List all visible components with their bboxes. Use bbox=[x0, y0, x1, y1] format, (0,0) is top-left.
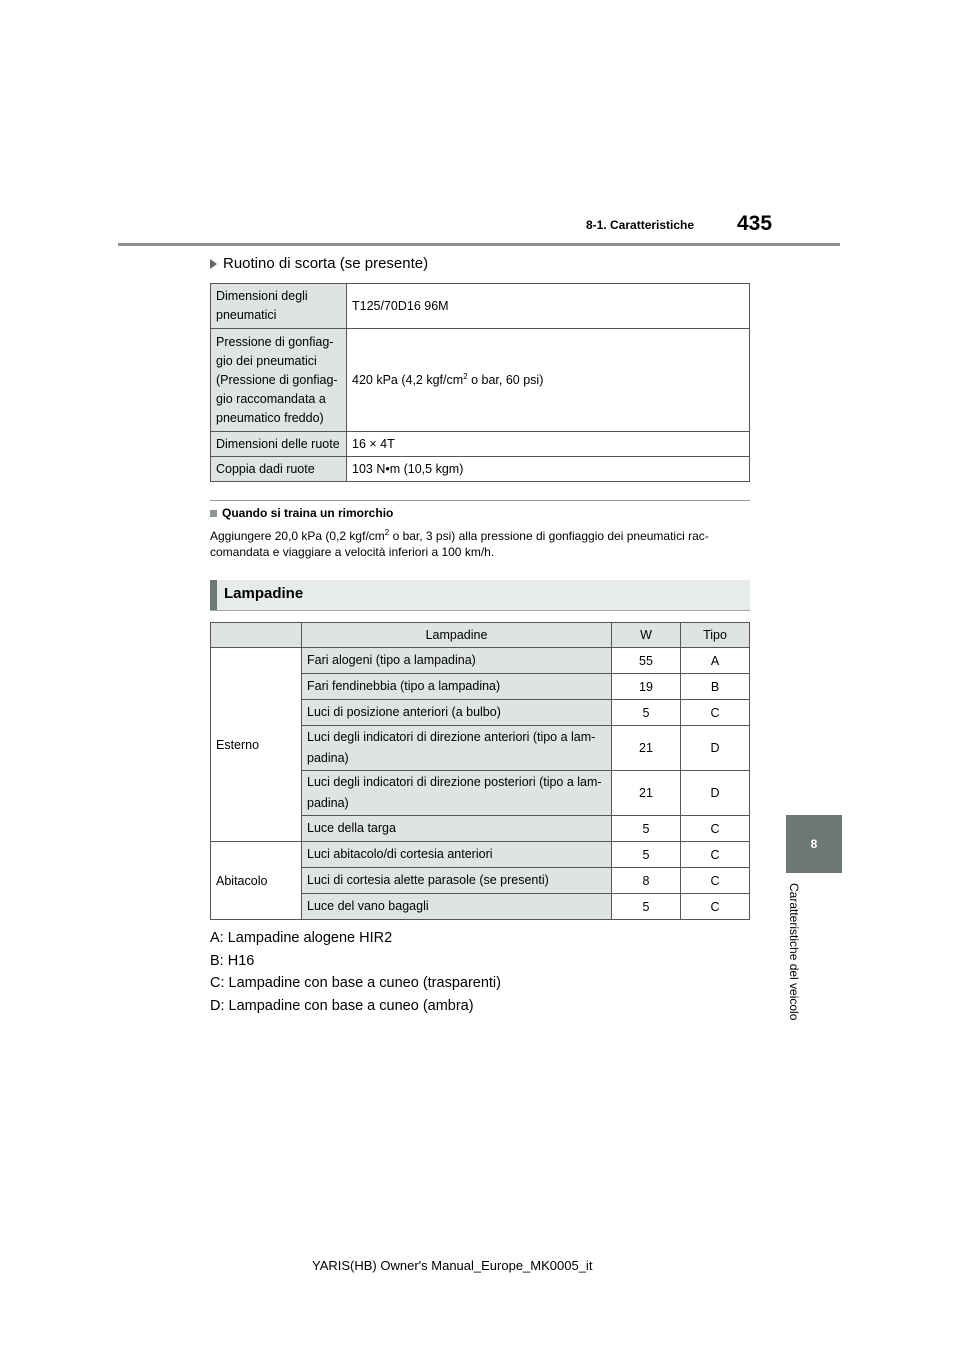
table-row bbox=[211, 842, 750, 868]
note-line: C: Lampadine con base a cuneo (trasparenti) bbox=[210, 975, 501, 991]
group-label: Esterno bbox=[211, 648, 302, 842]
towing-divider bbox=[210, 500, 750, 501]
spec-value: 16 × 4T bbox=[347, 432, 750, 457]
spec-label-line: Coppia dadi ruote bbox=[216, 461, 315, 476]
lamp-watt: 55 bbox=[612, 648, 681, 674]
lamp-name-line: Luci degli indicatori di direzione posteriori (tipo a lam- bbox=[307, 775, 602, 789]
spec-label-line: gio raccomandata a bbox=[216, 391, 326, 406]
chapter-side-label bbox=[784, 883, 806, 1043]
spare-wheel-title-text: Ruotino di scorta (se presente) bbox=[223, 255, 429, 272]
spec-label bbox=[211, 457, 347, 482]
towing-body bbox=[210, 525, 755, 560]
towing-text: Aggiungere 20,0 kPa (0,2 kgf/cm bbox=[210, 529, 385, 543]
lamp-type: D bbox=[681, 771, 750, 816]
spec-value bbox=[347, 329, 750, 432]
spec-value: T125/70D16 96M bbox=[347, 284, 750, 329]
towing-title bbox=[210, 506, 393, 520]
lamp-watt: 5 bbox=[612, 842, 681, 868]
towing-body-line bbox=[210, 525, 755, 544]
chapter-tab[interactable] bbox=[786, 815, 842, 873]
header-divider bbox=[118, 243, 840, 246]
lamp-watt: 19 bbox=[612, 674, 681, 700]
towing-text: o bar, 3 psi) alla pressione di gonfiaggio dei pneumatici rac- bbox=[389, 529, 709, 543]
group-label: Abitacolo bbox=[211, 842, 302, 920]
lamp-watt: 21 bbox=[612, 771, 681, 816]
spec-label-line: Pressione di gonfiag- bbox=[216, 334, 334, 349]
lamp-name-line: Fari alogeni (tipo a lampadina) bbox=[307, 653, 476, 667]
spec-label-line: Dimensioni degli bbox=[216, 289, 308, 303]
spec-value-text: 420 kPa (4,2 kgf/cm bbox=[352, 373, 464, 388]
lamp-name-line: Luce della targa bbox=[307, 821, 396, 835]
spec-label-line: pneumatici bbox=[216, 308, 277, 322]
lamp-name-line: Luci abitacolo/di cortesia anteriori bbox=[307, 847, 493, 861]
page-number: 435 bbox=[737, 212, 773, 235]
spec-label-line: (Pressione di gonfiag- bbox=[216, 372, 338, 387]
lamp-type: C bbox=[681, 700, 750, 726]
note-line: D: Lampadine con base a cuneo (ambra) bbox=[210, 997, 474, 1014]
lamp-name-line: padina) bbox=[307, 751, 349, 765]
table-header-cell: Lampadine bbox=[302, 623, 612, 648]
lamp-type: B bbox=[681, 674, 750, 700]
lamp-watt: 5 bbox=[612, 894, 681, 920]
lamp-name bbox=[302, 894, 612, 920]
lamp-name bbox=[302, 868, 612, 894]
lamp-watt: 5 bbox=[612, 700, 681, 726]
chapter-number: 8 bbox=[810, 837, 818, 851]
note-line: B: H16 bbox=[210, 952, 255, 969]
lamp-watt: 8 bbox=[612, 868, 681, 894]
spare-wheel-title bbox=[210, 255, 428, 272]
lamp-watt: 21 bbox=[612, 726, 681, 771]
lamp-type: C bbox=[681, 816, 750, 842]
lamp-name bbox=[302, 816, 612, 842]
lamp-name-line: padina) bbox=[307, 796, 349, 810]
lamp-name-line: Luce del vano bagagli bbox=[307, 899, 429, 913]
lamp-name bbox=[302, 842, 612, 868]
page-footer: YARIS(HB) Owner's Manual_Europe_MK0005_it bbox=[312, 1258, 593, 1273]
spec-label bbox=[211, 284, 347, 329]
lamp-name bbox=[302, 648, 612, 674]
lamp-name bbox=[302, 674, 612, 700]
lamp-watt: 5 bbox=[612, 816, 681, 842]
table-header-row bbox=[211, 623, 750, 648]
square-bullet-icon bbox=[210, 510, 217, 517]
triangle-bullet-icon bbox=[210, 259, 217, 269]
lamps-table bbox=[210, 622, 750, 920]
lamp-name-line: Luci degli indicatori di direzione anteriori (tipo a lam- bbox=[307, 730, 596, 744]
note-line: A: Lampadine alogene HIR2 bbox=[210, 930, 393, 946]
spec-label-line: gio dei pneumatici bbox=[216, 353, 317, 368]
spec-value-text: o bar, 60 psi) bbox=[467, 373, 544, 388]
lamp-name bbox=[302, 726, 612, 771]
spec-label bbox=[211, 329, 347, 432]
table-row bbox=[211, 457, 750, 482]
towing-title-text: Quando si traina un rimorchio bbox=[222, 506, 394, 520]
table-header-cell: W bbox=[612, 623, 681, 648]
lamp-name-line: Fari fendinebbia (tipo a lampadina) bbox=[307, 679, 501, 693]
lamp-type: A bbox=[681, 648, 750, 674]
heading-accent-bar bbox=[210, 580, 217, 610]
spec-value: 103 N•m (10,5 kgm) bbox=[347, 457, 750, 482]
lamp-type-notes bbox=[210, 927, 501, 1017]
table-row bbox=[211, 432, 750, 457]
lamp-name-line: Luci di cortesia alette parasole (se presenti) bbox=[307, 873, 549, 887]
lamp-type: C bbox=[681, 894, 750, 920]
lamps-heading-text: Lampadine bbox=[224, 585, 304, 602]
towing-body-line: comandata e viaggiare a velocità inferiori a 100 km/h. bbox=[210, 545, 495, 559]
lamp-name bbox=[302, 771, 612, 816]
section-label: 8-1. Caratteristiche bbox=[586, 218, 695, 232]
spec-label-line: pneumatico freddo) bbox=[216, 410, 324, 425]
lamp-name bbox=[302, 700, 612, 726]
chapter-title: Caratteristiche del veicolo bbox=[787, 883, 801, 1021]
table-row bbox=[211, 648, 750, 674]
lamps-heading bbox=[210, 580, 750, 611]
table-header-cell bbox=[211, 623, 302, 648]
spec-label bbox=[211, 432, 347, 457]
table-header-cell: Tipo bbox=[681, 623, 750, 648]
lamp-type: C bbox=[681, 842, 750, 868]
lamp-type: C bbox=[681, 868, 750, 894]
table-row bbox=[211, 284, 750, 329]
lamp-type: D bbox=[681, 726, 750, 771]
towing-sup: 2 bbox=[384, 528, 390, 537]
lamp-name-line: Luci di posizione anteriori (a bulbo) bbox=[307, 705, 501, 719]
table-row bbox=[211, 329, 750, 432]
spec-label-line: Dimensioni delle ruote bbox=[216, 436, 340, 451]
spare-wheel-table bbox=[210, 283, 750, 482]
spec-value-sup: 2 bbox=[463, 372, 468, 382]
